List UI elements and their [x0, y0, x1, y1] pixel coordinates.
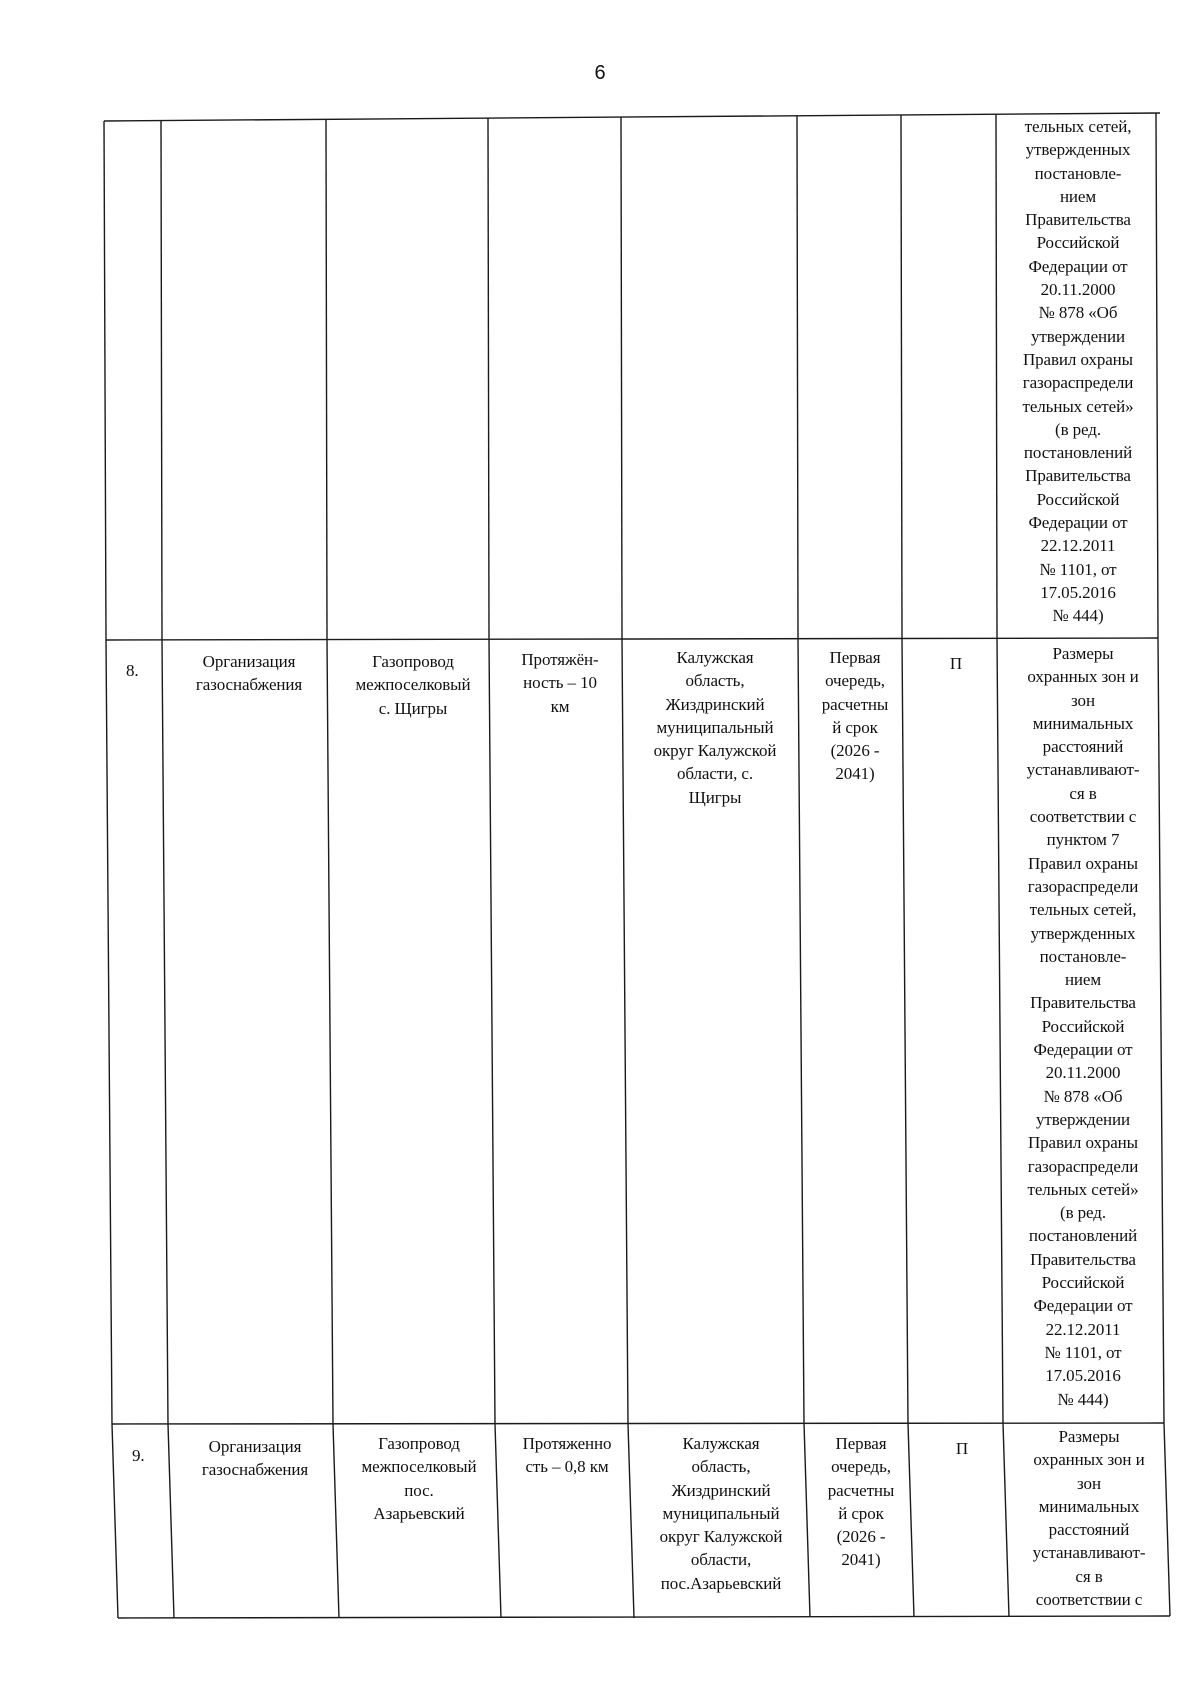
row3-location: Калужская область, Жиздринский муниципальный округ Калужской области, пос.Азарьевский: [659, 1434, 783, 1593]
row3-characteristics: Протяженно сть – 0,8 км: [522, 1434, 612, 1477]
row3-object: Газопровод межпоселковый пос. Азарьевский: [361, 1434, 477, 1523]
row3-number: 9.: [132, 1446, 145, 1465]
row2-status: П: [949, 654, 963, 673]
row3-purpose: Организация газоснабжения: [201, 1437, 309, 1480]
row2-purpose: Организация газоснабжения: [195, 652, 303, 695]
page-number: 6: [594, 62, 606, 84]
row2-zones: Размеры охранных зон и зон минимальных расстояний устанавливают- ся в соответствии с пунктом 7 Правил охраны газораспредели тельных сетей, утвержденных постановле- нием Правительства Российской Федерации от 20.11.2000 № 878 «Об утверждении Правил охраны газораспредели тельных сетей» (в ред. постановлений Правительства Российской Федерации от 22.12.2011 № 1101, от 17.05.2016 № 444): [1026, 644, 1140, 1409]
row2-term: Первая очередь, расчетны й срок (2026 - 2041): [821, 648, 889, 784]
row3-zones: Размеры охранных зон и зон минимальных расстояний устанавливают- ся в соответствии с: [1032, 1427, 1146, 1610]
row2-location: Калужская область, Жиздринский муниципальный округ Калужской области, с. Щигры: [653, 648, 777, 807]
row3-status: П: [955, 1439, 969, 1458]
row2-object: Газопровод межпоселковый с. Щигры: [355, 652, 471, 718]
row1-zones: тельных сетей, утвержденных постановле- нием Правительства Российской Федерации от 20.11.2000 № 878 «Об утверждении Правил охраны газораспредели тельных сетей» (в ред. постановлений Правительства Российской Федерации от 22.12.2011 № 1101, от 17.05.2016 № 444): [1022, 117, 1134, 626]
row2-characteristics: Протяжён- ность – 10 км: [521, 650, 599, 716]
row2-number: 8.: [126, 661, 139, 680]
row3-term: Первая очередь, расчетны й срок (2026 - 2041): [827, 1434, 895, 1570]
